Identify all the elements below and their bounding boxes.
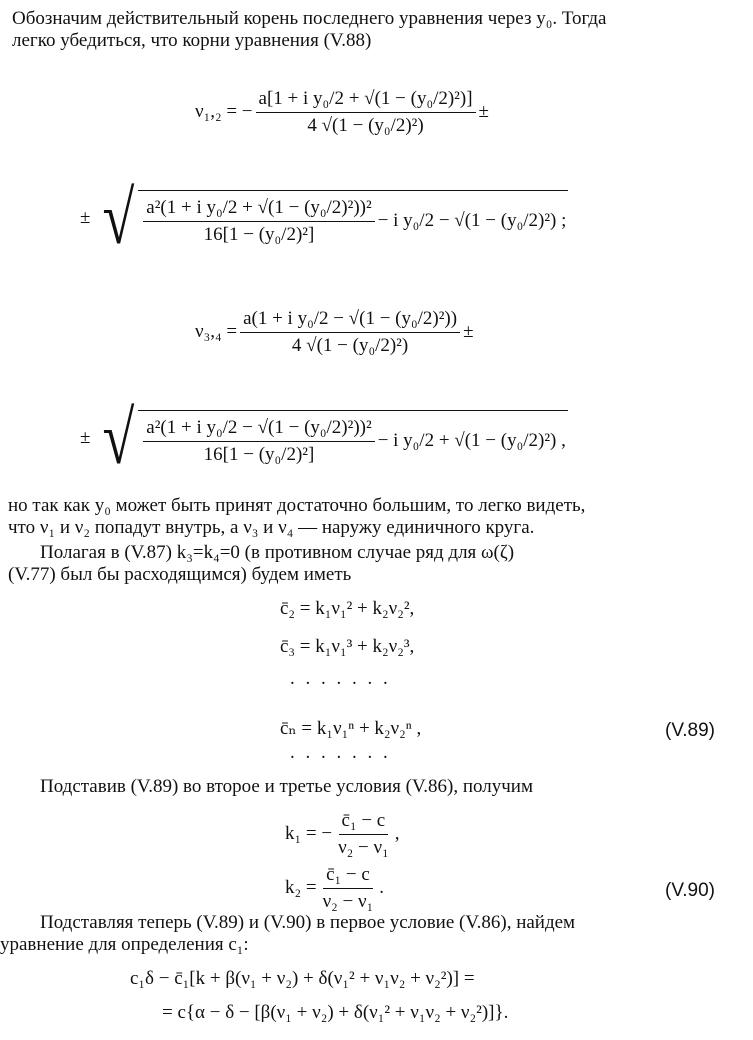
eq90-k2-lhs: k₂ = xyxy=(285,877,317,898)
big-radical-icon: √ xyxy=(102,175,135,260)
eq89-row-3: c̄ₙ = k₁ν₁ⁿ + k₂ν₂ⁿ , xyxy=(280,718,422,739)
big-radical-icon: √ xyxy=(102,395,135,480)
final-eq-line-2: = c{α − δ − [β(ν₁ + ν₂) + δ(ν₁² + ν₁ν₂ + ν₂²)]}. xyxy=(162,1002,509,1023)
eq89-number: (V.89) xyxy=(665,720,715,741)
eq90-k2-tail: . xyxy=(379,877,384,898)
eq89-row-1: c̄₂ = k₁ν₁² + k₂ν₂², xyxy=(280,598,415,619)
eq-v12-root-tail: − i y₀/2 − √(1 − (y₀/2)²) ; xyxy=(377,210,567,231)
eq-v34-root-lead: ± xyxy=(80,426,91,448)
eq90-k1-tail: , xyxy=(394,823,400,844)
equation-v12 xyxy=(195,62,489,162)
eq-v12-root-denominator: 16[1 − (y₀/2)²] xyxy=(203,223,315,245)
eq-v34-root-denominator: 16[1 − (y₀/2)²] xyxy=(203,443,315,465)
eq-v12-root-lead: ± xyxy=(80,206,91,228)
eq89-dots-1: . . . . . . . xyxy=(290,668,391,689)
eq-v34-lhs: ν₃,₄ = xyxy=(195,321,238,342)
intro-line-1: Обозначим действительный корень последнего уравнения через y₀. Тогда xyxy=(12,8,607,29)
eq90-k1-numerator: c̄₁ − c xyxy=(339,810,389,835)
eq-v12-root-fraction xyxy=(143,197,374,246)
eq-v34-root-radicand xyxy=(138,410,568,466)
eq-v34-root-tail: − i y₀/2 + √(1 − (y₀/2)²) , xyxy=(377,430,566,451)
eq89-dots-2: . . . . . . . xyxy=(290,742,391,763)
eq-v12-root-radicand xyxy=(138,190,568,246)
eq90-number: (V.90) xyxy=(665,880,715,901)
eq-v12-lhs: ν₁,₂ = − xyxy=(195,101,253,122)
equation-v34 xyxy=(195,282,474,382)
eq-v12-fraction xyxy=(256,88,476,137)
eq-v12-root-numerator: a²(1 + i y₀/2 + √(1 − (y₀/2)²))² xyxy=(143,197,374,222)
para2-line-1: Полагая в (V.87) k₃=k₄=0 (в противном случае ряд для ω(ζ) xyxy=(40,542,515,563)
para3-line-1: Подставив (V.89) во второе и третье условия (V.86), получим xyxy=(40,776,533,797)
para1-line-2: что ν₁ и ν₂ попадут внутрь, а ν₃ и ν₄ — наружу единичного круга. xyxy=(8,517,535,538)
para4-line-2: уравнение для определения c₁: xyxy=(0,934,249,955)
intro-line-2: легко убедиться, что корни уравнения (V.88) xyxy=(12,30,372,51)
eq90-k1-denominator: ν₂ − ν₁ xyxy=(338,836,389,858)
eq-v34-root-fraction xyxy=(143,417,374,466)
eq-v34-root-numerator: a²(1 + i y₀/2 − √(1 − (y₀/2)²))² xyxy=(143,417,374,442)
eq90-k1 xyxy=(285,808,399,860)
eq-v12-tail: ± xyxy=(478,101,489,122)
equation-v12-root xyxy=(80,170,568,265)
para1-line-1: но так как y₀ может быть принят достаточно большим, то легко видеть, xyxy=(8,495,586,516)
eq-v34-fraction xyxy=(240,308,460,357)
eq90-k1-fraction xyxy=(335,810,392,859)
eq-v12-numerator: a[1 + i y₀/2 + √(1 − (y₀/2)²)] xyxy=(256,88,476,113)
para4-line-1: Подставляя теперь (V.89) и (V.90) в первое условие (V.86), найдем xyxy=(40,912,576,933)
eq-v12-denominator: 4 √(1 − (y₀/2)²) xyxy=(307,114,424,136)
eq90-k2-denominator: ν₂ − ν₁ xyxy=(322,890,374,912)
eq89-row-2: c̄₃ = k₁ν₁³ + k₂ν₂³, xyxy=(280,636,415,657)
final-eq-line-1: c₁δ − c̄₁[k + β(ν₁ + ν₂) + δ(ν₁² + ν₁ν₂ + ν₂²)] = xyxy=(130,968,475,989)
eq90-k2 xyxy=(285,862,384,914)
eq-v34-tail: ± xyxy=(463,321,474,342)
eq-v34-denominator: 4 √(1 − (y₀/2)²) xyxy=(291,334,409,356)
eq90-k1-lhs: k₁ = − xyxy=(285,823,333,844)
para2-line-2: (V.77) был бы расходящимся) будем иметь xyxy=(8,564,352,585)
eq90-k2-numerator: c̄₁ − c xyxy=(323,864,373,889)
eq90-k2-fraction xyxy=(320,864,377,913)
eq-v34-numerator: a(1 + i y₀/2 − √(1 − (y₀/2)²)) xyxy=(240,308,460,333)
equation-v34-root xyxy=(80,390,568,485)
